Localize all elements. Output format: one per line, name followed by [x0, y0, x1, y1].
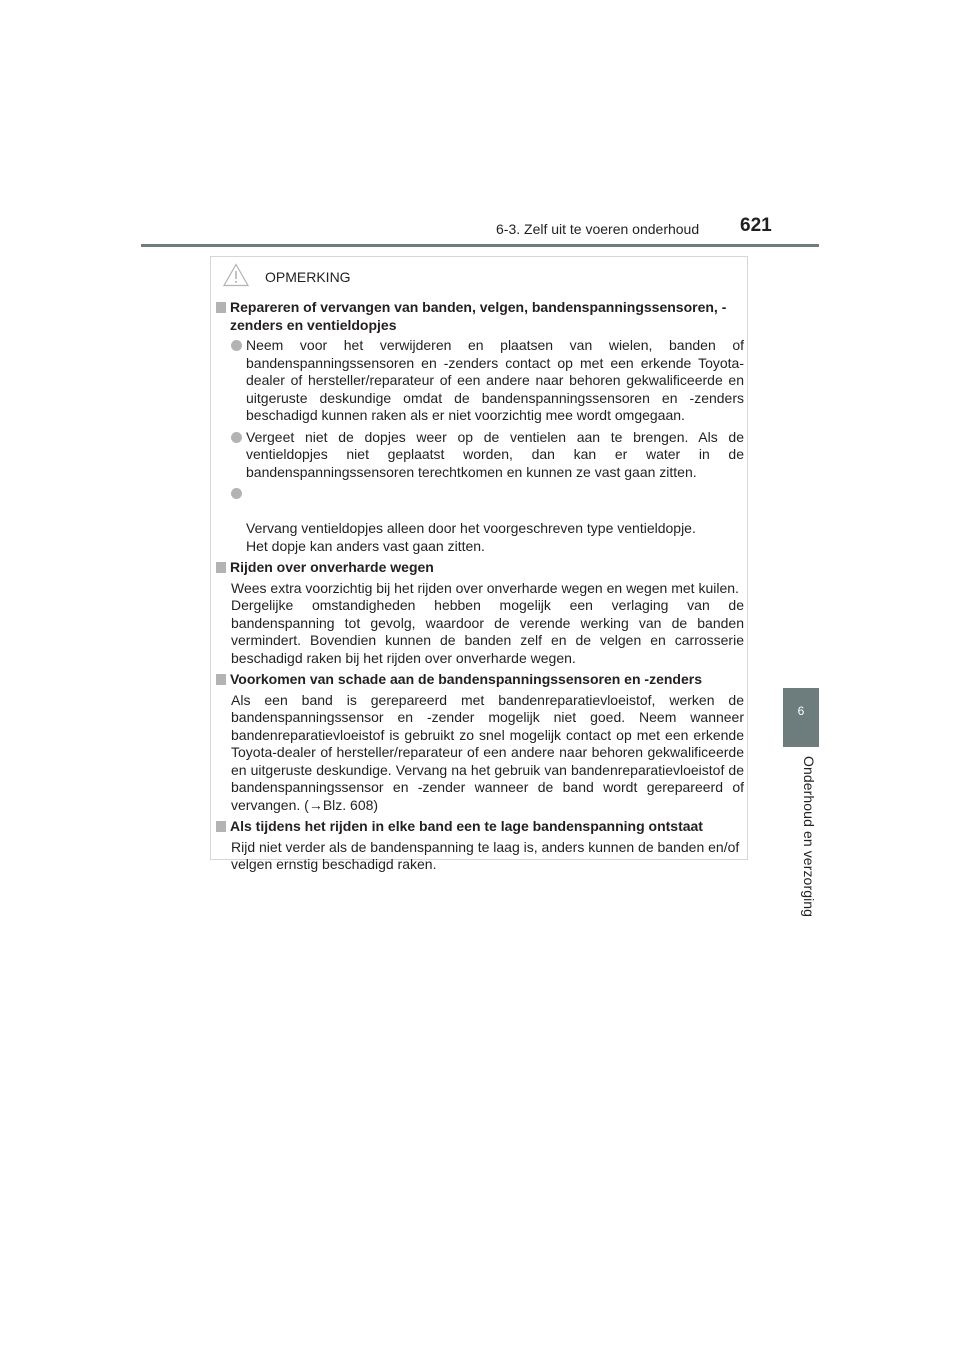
- header-section-title: 6-3. Zelf uit te voeren onderhoud: [496, 221, 700, 237]
- warning-triangle-icon: [223, 263, 249, 287]
- square-bullet-icon: [216, 562, 226, 573]
- page-number: 621: [740, 215, 772, 236]
- list-item: Vervang ventieldopjes alleen door het voorgeschreven type ventieldopje. Het dopje kan anders vast gaan zitten.: [216, 485, 744, 555]
- section-text: Rijd niet verder als de bandenspanning te laag is, anders kunnen de banden en/of velgen ernstig beschadigd raken.: [231, 838, 740, 872]
- chapter-number: 6: [797, 704, 805, 718]
- notice-section: [216, 299, 744, 555]
- notice-body: [216, 299, 744, 874]
- section-heading: Voorkomen van schade aan de bandenspanningssensoren en -zenders: [216, 671, 744, 689]
- list-item: Vergeet niet de dopjes weer op de ventielen aan te brengen. Als de ventieldopjes niet geplaatst worden, dan kan er water in de bandenspanningssensoren terechtkomen en kunnen ze vast gaan zitten.: [216, 429, 744, 482]
- notice-section: [216, 671, 744, 818]
- notice-box: [210, 256, 748, 872]
- square-bullet-icon: [216, 674, 226, 685]
- notice-section: [216, 559, 744, 671]
- section-heading: Als tijdens het rijden in elke band een te lage bandenspanning ontstaat: [216, 818, 744, 836]
- square-bullet-icon: [216, 302, 226, 313]
- round-bullet-icon: [231, 488, 242, 499]
- notice-title: OPMERKING: [265, 269, 351, 285]
- section-text: Als een band is gerepareerd met bandenreparatievloeistof, werken de bandenspanningssensor en -zender mogelijk niet goed. Neem wanneer bandenreparatievloeistof is gebruikt zo snel mogelijk contact op met een erkende Toyota-dealer of hersteller/reparateur of een andere naar behoren gekwalificeerde en uitgeruste deskundige. Vervang na het gebruik van bandenreparatievloeistof de bandenspanningssensor en -zender wanneer de band wordt gerepareerd of vervangen. (→Blz. 608): [231, 691, 744, 813]
- section-heading: Repareren of vervangen van banden, velgen, bandenspanningssensoren, -zenders en ventieldopjes: [216, 299, 744, 334]
- section-heading: Rijden over onverharde wegen: [216, 559, 744, 577]
- list-item: Neem voor het verwijderen en plaatsen van wielen, banden of bandenspanningssensoren en -zenders contact op met een erkende Toyota-dealer of hersteller/reparateur of een andere naar behoren gekwalificeerde en uitgeruste deskundige omdat de bandenspanningssensoren en -zenders beschadigd kunnen raken als er niet voorzichtig mee wordt omgegaan.: [216, 337, 744, 425]
- chapter-label: Onderhoud en verzorging: [801, 756, 817, 918]
- notice-section: [216, 818, 744, 874]
- header-rule: [141, 244, 819, 247]
- square-bullet-icon: [216, 821, 226, 832]
- section-text: Wees extra voorzichtig bij het rijden over onverharde wegen en wegen met kuilen. Dergelijke omstandigheden hebben mogelijk een verlaging van de bandenspanning tot gevolg, waardoor de verende werking van de banden vermindert. Bovendien kunnen de banden zelf en de velgen en carrosserie beschadigd raken bij het rijden over onverharde wegen.: [231, 579, 744, 666]
- round-bullet-icon: [231, 340, 242, 351]
- chapter-tab: [783, 688, 819, 747]
- round-bullet-icon: [231, 432, 242, 443]
